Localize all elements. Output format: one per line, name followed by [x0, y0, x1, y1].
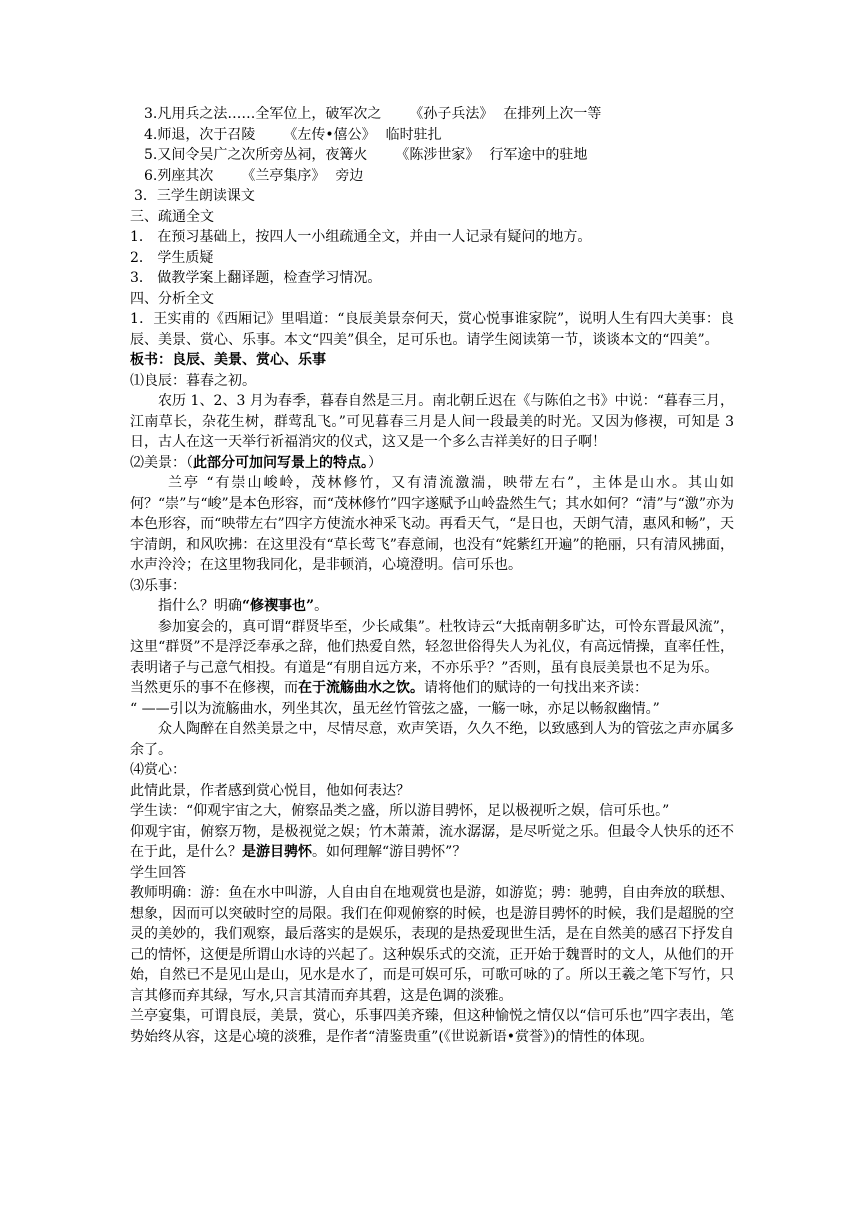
leshi-heading: ⑶乐事： — [130, 577, 186, 594]
leshi-body: 参加宴会的，真可谓“群贤毕至，少长咸集”。杜牧诗云“大抵南朝多旷达，可怜东晋最风流”，这里“群贤”不是浮泛奉承之辞，他们热爱自然，轻忽世俗得失人为礼仪，有高远情操，直率任性，表明诸子与己意气相投。有道是“有朋自远方来，不亦乐乎？”否则，虽有良辰美景也不足为乐。 — [130, 618, 734, 676]
shangxin-summary: 兰亭宴集，可谓良辰，美景，赏心，乐事四美齐臻，但这种愉悦之情仅以“信可乐也”四字表出，笔势始终从容，这是心境的淡雅，是作者“清鉴贵重”(《世说新语•赏誉》)的情性的体现。 — [130, 1008, 734, 1045]
shangxin-explain: 仰观宇宙，俯察万物，是极视觉之娱；竹木萧萧，流水潺潺，是尽听觉之乐。但最令人快乐的还不在于此，是什么？是游目骋怀。如何理解“游目骋怀”？ — [130, 823, 734, 860]
list-item: 3.凡用兵之法……全军位上，破军次之 《孙子兵法》 在排列上次一等 — [144, 106, 602, 122]
list-item: 6.列座其次 《兰亭集序》 旁边 — [144, 167, 364, 184]
shangxin-answer: 学生回答 — [130, 864, 186, 881]
leshi-ask: 指什么？明确“修禊事也”。 — [158, 598, 329, 614]
section-3-title: 三、疏通全文 — [130, 208, 214, 225]
list-item: 4.师退，次于召陵 《左传•僖公》 临时驻扎 — [144, 126, 442, 143]
analysis-intro: 1．王实甫的《西厢记》里唱道：“良辰美景奈何天，赏心悦事谁家院”，说明人生有四大美事：良辰、美景、赏心、乐事。本文“四美”俱全，足可乐也。请学生阅读第一节，谈谈本文的“四美”。 — [130, 311, 734, 348]
step-3: 3．三学生朗读课文 — [134, 188, 255, 204]
shangxin-teacher: 教师明确：游：鱼在水中叫游，人自由自在地观赏也是游，如游览；骋：驰骋，自由奔放的联想、想象，因而可以突破时空的局限。我们在仰观俯察的时候，也是游目骋怀的时候，我们是超脱的空灵的美妙的，我们观察，最后落实的是娱乐，表现的是热爱现世生活，是在自然美的感召下抒发自己的情怀，这便是所谓山水诗的兴起了。这种娱乐式的交流，正开始于魏晋时的文人，从他们的开始，自然已不是见山是山，见水是水了，而是可娱可乐，可歌可咏的了。所以王羲之笔下写竹，只言其修而弃其绿，写水,只言其清而弃其碧，这是色调的淡雅。 — [130, 885, 734, 1004]
board-label: 板书：良辰、美景、赏心、乐事 — [130, 352, 326, 368]
leshi-more: 当然更乐的事不在修禊，而在于流觞曲水之饮。请将他们的赋诗的一句找出来齐读： — [130, 680, 648, 696]
leshi-after: 众人陶醉在自然美景之中，尽情尽意，欢声笑语，久久不绝，以致感到人为的管弦之声亦属多余了。 — [130, 721, 734, 758]
shangxin-read: 学生读：“仰观宇宙之大，俯察品类之盛，所以游目骋怀，足以极视听之娱，信可乐也。” — [130, 803, 670, 819]
section-3-item: 2． 学生质疑 — [130, 249, 214, 266]
section-4-title: 四、分析全文 — [130, 290, 214, 307]
meijing-heading: ⑵美景：（此部分可加问写景上的特点。） — [130, 454, 382, 471]
section-3-item: 1． 在预习基础上，按四人一小组疏通全文，并由一人记录有疑问的地方。 — [130, 229, 592, 245]
leshi-quote: “ ——引以为流觞曲水，列坐其次，虽无丝竹管弦之盛，一觞一咏，亦足以畅叙幽情。” — [130, 700, 660, 717]
shangxin-heading: ⑷赏心： — [130, 762, 186, 778]
meijing-body: 兰亭 “有崇山峻岭，茂林修竹，又有清流激湍，映带左右”，主体是山水。其山如何？“崇”与“峻”是本色形容，而“茂林修竹”四字遂赋予山岭盎然生气；其水如何？“清”与“激”亦为本色形容，而“映带左右”四字方使流水神采飞动。再看天气，“是日也，天朗气清，惠风和畅”，天宇清朗，和风吹拂：在这里没有“草长莺飞”春意闹，也没有“姹紫红开遍”的艳丽，只有清风拂面，水声泠泠；在这里物我同化，是非顿消，心境澄明。信可乐也。 — [130, 475, 734, 573]
document-page — [130, 104, 734, 1047]
list-item: 5.又间令吴广之次所旁丛祠，夜篝火 《陈涉世家》 行军途中的驻地 — [144, 147, 588, 163]
liangchen-heading: ⑴良辰：暮春之初。 — [130, 372, 256, 389]
shangxin-question: 此情此景，作者感到赏心悦目，他如何表达？ — [130, 782, 410, 799]
section-3-item: 3． 做教学案上翻译题，检查学习情况。 — [130, 270, 382, 286]
liangchen-body: 农历 1、2、3 月为春季，暮春自然是三月。南北朝丘迟在《与陈伯之书》中说：“暮春三月，江南草长，杂花生树，群莺乱飞。”可见暮春三月是人间一段最美的时光。又因为修禊，可知是 3 日，古人在这一天举行祈福消灾的仪式，这又是一个多么吉祥美好的日子啊！ — [130, 393, 734, 450]
